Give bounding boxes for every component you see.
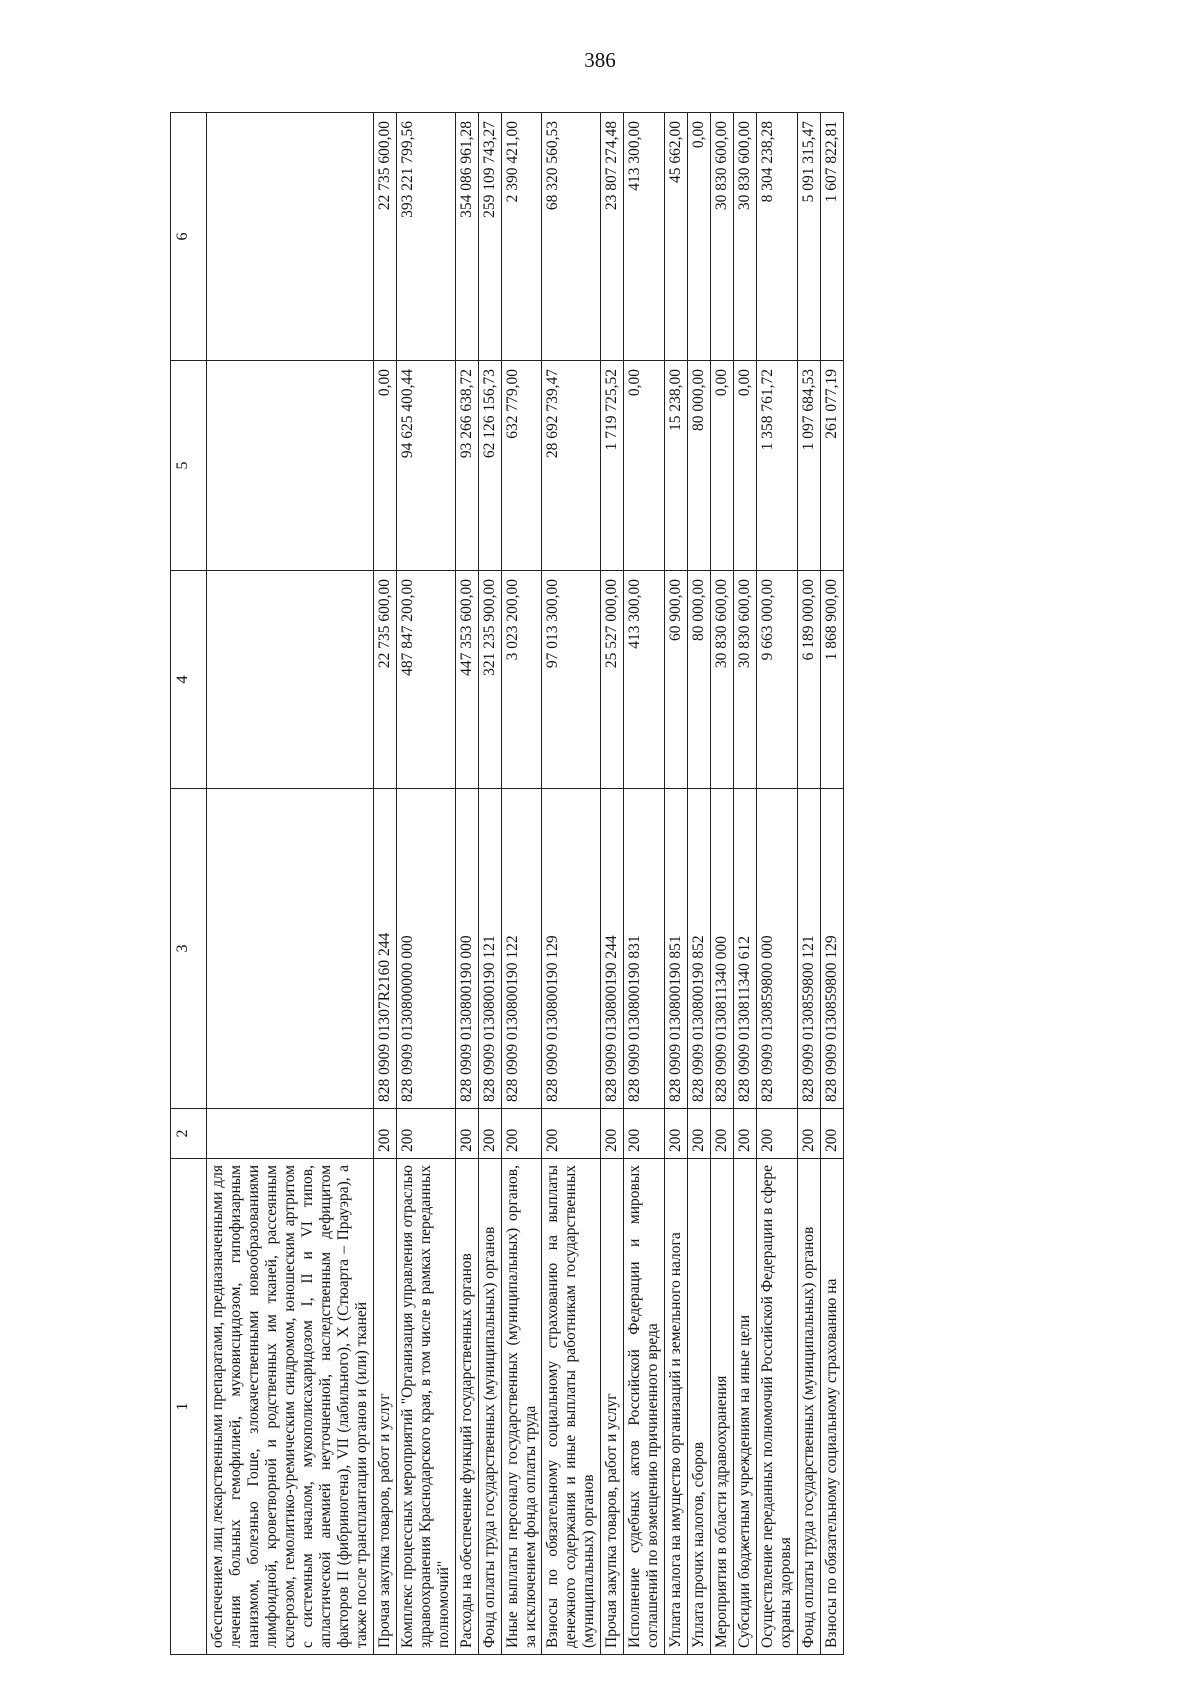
row-col-2: 200 [542,1109,601,1159]
row-amount-executed: 28 692 739,47 [542,361,601,571]
table-row [821,113,844,1655]
row-amount-approved [207,571,374,789]
row-amount-executed: 632 779,00 [501,361,542,571]
row-code: 828 0909 0130800190 831 [624,789,665,1109]
row-amount-remaining: 354 086 961,28 [455,113,478,361]
row-amount-executed [207,361,374,571]
row-amount-remaining: 259 109 743,27 [478,113,501,361]
row-amount-executed: 94 625 400,44 [396,361,455,571]
row-code [207,789,374,1109]
row-amount-approved: 1 868 900,00 [821,571,844,789]
row-code: 828 0909 0130800190 122 [501,789,542,1109]
row-amount-approved: 413 300,00 [624,571,665,789]
row-col-2: 200 [798,1109,821,1159]
header-col-4: 4 [171,571,207,789]
row-amount-approved: 60 900,00 [665,571,688,789]
row-code: 828 0909 0130800000 000 [396,789,455,1109]
row-amount-approved: 22 735 600,00 [373,571,396,789]
row-code: 828 0909 0130800190 244 [601,789,624,1109]
table-row [665,113,688,1655]
row-amount-approved: 9 663 000,00 [757,571,798,789]
row-amount-approved: 447 353 600,00 [455,571,478,789]
row-name: Фонд оплаты труда государственных (муниципальных) органов [798,1159,821,1655]
row-code: 828 0909 0130811340 000 [711,789,734,1109]
table-row [711,113,734,1655]
row-amount-remaining: 68 320 560,53 [542,113,601,361]
row-amount-executed: 93 266 638,72 [455,361,478,571]
row-code: 828 0909 01307R2160 244 [373,789,396,1109]
row-name: Прочая закупка товаров, работ и услуг [373,1159,396,1655]
row-code: 828 0909 0130859800 129 [821,789,844,1109]
header-col-2: 2 [171,1109,207,1159]
header-col-6: 6 [171,113,207,361]
header-row [171,113,207,1655]
row-name: обеспечением лиц лекарственными препаратами, предназначенными для лечения больных гемофилией, муковисцидозом, гипофизарным нанизмом, болезнью Гоше, злокачественными новообразованиями лимфоидной, кроветворной и родственных им тканей, рассеянным склерозом, гемолитико-уремическим синдромом, юношеским артритом с системным началом, мукополисахаридозом I, II и VI типов, апластической анемией неуточненной, наследственным дефицитом факторов II (фибриногена), VII (лабильного), X (Стюарта – Прауэра), а также после трансплантации органов и (или) тканей [207,1159,374,1655]
row-amount-remaining: 1 607 822,81 [821,113,844,361]
row-col-2: 200 [734,1109,757,1159]
row-col-2: 200 [373,1109,396,1159]
table-row [455,113,478,1655]
row-name: Иные выплаты персоналу государственных (муниципальных) органов, за исключением фонда оплаты труда [501,1159,542,1655]
row-name: Уплата прочих налогов, сборов [688,1159,711,1655]
row-amount-approved: 25 527 000,00 [601,571,624,789]
row-col-2: 200 [711,1109,734,1159]
row-name: Осуществление переданных полномочий Российской Федерации в сфере охраны здоровья [757,1159,798,1655]
row-amount-remaining: 8 304 238,28 [757,113,798,361]
row-amount-executed: 0,00 [373,361,396,571]
row-col-2: 200 [601,1109,624,1159]
table-row [396,113,455,1655]
row-amount-remaining: 23 807 274,48 [601,113,624,361]
row-amount-executed: 0,00 [624,361,665,571]
header-col-3: 3 [171,789,207,1109]
row-amount-remaining: 393 221 799,56 [396,113,455,361]
row-name: Субсидии бюджетным учреждениям на иные цели [734,1159,757,1655]
row-amount-approved: 487 847 200,00 [396,571,455,789]
table-row [734,113,757,1655]
row-amount-approved: 3 023 200,00 [501,571,542,789]
row-amount-remaining: 2 390 421,00 [501,113,542,361]
row-amount-executed: 1 719 725,52 [601,361,624,571]
table-row [601,113,624,1655]
row-amount-approved: 80 000,00 [688,571,711,789]
row-code: 828 0909 0130800190 000 [455,789,478,1109]
header-col-1: 1 [171,1159,207,1655]
row-amount-remaining: 0,00 [688,113,711,361]
row-amount-executed: 1 358 761,72 [757,361,798,571]
row-name: Прочая закупка товаров, работ и услуг [601,1159,624,1655]
row-amount-remaining: 22 735 600,00 [373,113,396,361]
row-code: 828 0909 0130800190 851 [665,789,688,1109]
row-amount-executed: 62 126 156,73 [478,361,501,571]
row-amount-approved: 30 830 600,00 [734,571,757,789]
row-amount-approved: 97 013 300,00 [542,571,601,789]
table-row [373,113,396,1655]
row-amount-approved: 321 235 900,00 [478,571,501,789]
row-col-2: 200 [478,1109,501,1159]
row-name: Расходы на обеспечение функций государственных органов [455,1159,478,1655]
row-name: Уплата налога на имущество организаций и земельного налога [665,1159,688,1655]
page-number: 386 [584,48,616,72]
row-amount-executed: 15 238,00 [665,361,688,571]
row-code: 828 0909 0130800190 852 [688,789,711,1109]
row-name: Взносы по обязательному социальному страхованию на [821,1159,844,1655]
row-col-2: 200 [821,1109,844,1159]
row-code: 828 0909 0130859800 121 [798,789,821,1109]
row-col-2: 200 [455,1109,478,1159]
table-row [542,113,601,1655]
row-amount-executed: 80 000,00 [688,361,711,571]
table-row [501,113,542,1655]
row-amount-approved: 6 189 000,00 [798,571,821,789]
budget-table-rotated [170,113,1087,1655]
row-amount-approved: 30 830 600,00 [711,571,734,789]
row-amount-executed: 0,00 [711,361,734,571]
table-row [757,113,798,1655]
row-name: Мероприятия в области здравоохранения [711,1159,734,1655]
row-amount-remaining [207,113,374,361]
table-row [624,113,665,1655]
row-code: 828 0909 0130859800 000 [757,789,798,1109]
row-name: Фонд оплаты труда государственных (муниципальных) органов [478,1159,501,1655]
row-col-2: 200 [688,1109,711,1159]
row-col-2: 200 [396,1109,455,1159]
row-col-2 [207,1109,374,1159]
row-code: 828 0909 0130811340 612 [734,789,757,1109]
row-amount-remaining: 5 091 315,47 [798,113,821,361]
row-col-2: 200 [624,1109,665,1159]
row-col-2: 200 [757,1109,798,1159]
row-name: Комплекс процессных мероприятий "Организация управления отраслью здравоохранения Краснодарского края, в том числе в рамках переданных полномочий" [396,1159,455,1655]
row-col-2: 200 [501,1109,542,1159]
row-amount-executed: 261 077,19 [821,361,844,571]
row-amount-executed: 1 097 684,53 [798,361,821,571]
row-amount-executed: 0,00 [734,361,757,571]
row-code: 828 0909 0130800190 129 [542,789,601,1109]
row-amount-remaining: 413 300,00 [624,113,665,361]
row-amount-remaining: 30 830 600,00 [734,113,757,361]
row-amount-remaining: 30 830 600,00 [711,113,734,361]
row-name: Взносы по обязательному социальному страхованию на выплаты денежного содержания и иные выплаты работникам государственных (муниципальных) органов [542,1159,601,1655]
header-col-5: 5 [171,361,207,571]
table-row [478,113,501,1655]
row-amount-remaining: 45 662,00 [665,113,688,361]
table-row [798,113,821,1655]
budget-table [170,112,844,1655]
row-code: 828 0909 0130800190 121 [478,789,501,1109]
table-row [207,113,374,1655]
row-col-2: 200 [665,1109,688,1159]
table-row [688,113,711,1655]
row-name: Исполнение судебных актов Российской Федерации и мировых соглашений по возмещению причиненного вреда [624,1159,665,1655]
